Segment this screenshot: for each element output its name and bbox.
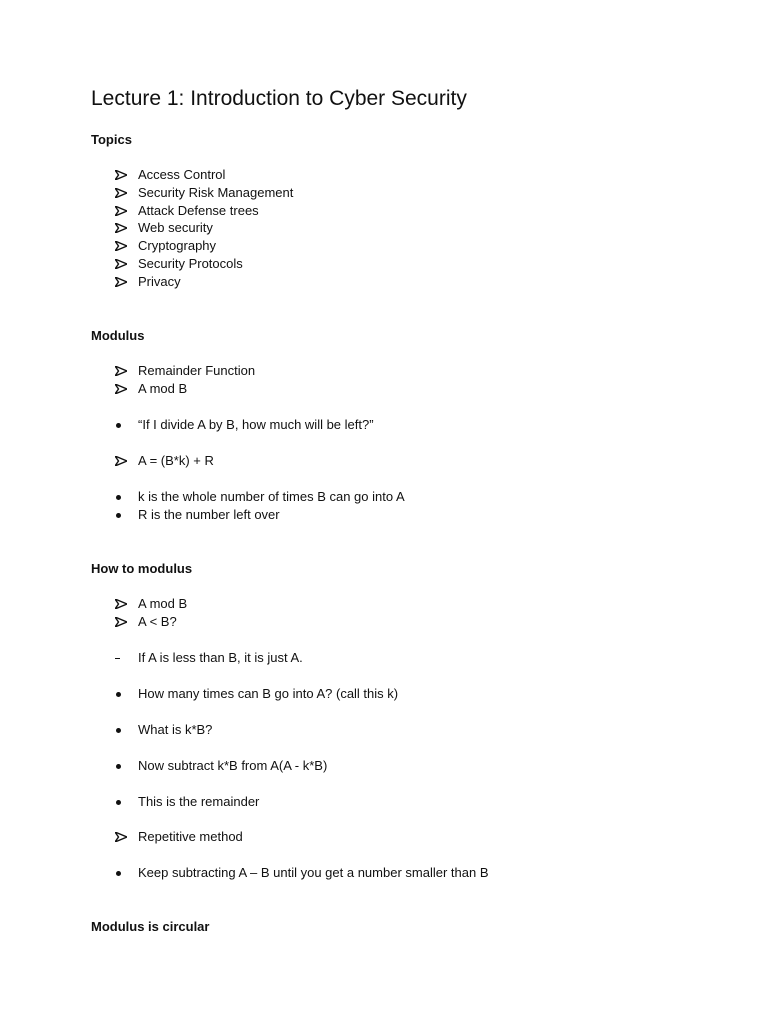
arrow-bullet-icon <box>114 595 134 613</box>
arrow-bullet-icon <box>114 219 134 237</box>
list-item-text: This is the remainder <box>138 794 260 809</box>
list-item-text: A < B? <box>138 614 177 629</box>
list-item-text: Cryptography <box>138 238 217 253</box>
list-item-text: k is the whole number of times B can go into A <box>138 489 405 504</box>
dot-bullet-icon <box>114 757 134 775</box>
dot-bullet-icon <box>114 721 134 739</box>
arrow-bullet-icon <box>114 166 134 184</box>
list-item-text: Repetitive method <box>138 829 243 844</box>
arrow-bullet-icon <box>114 828 134 846</box>
list-item-text: “If I divide A by B, how much will be left?” <box>138 417 374 432</box>
dot-bullet-icon <box>114 685 134 703</box>
dot-bullet-icon <box>114 864 134 882</box>
dot-bullet-icon <box>114 416 134 434</box>
list-item-text: If A is less than B, it is just A. <box>138 650 303 665</box>
section-heading-modulus-is-circular: Modulus is circular <box>91 919 210 934</box>
arrow-bullet-icon <box>114 362 134 380</box>
dot-bullet-icon <box>114 506 134 524</box>
list-item-text: Access Control <box>138 167 226 182</box>
section-heading-how-to-modulus: How to modulus <box>91 561 193 576</box>
list-item-text: A mod B <box>138 596 188 611</box>
arrow-bullet-icon <box>114 613 134 631</box>
arrow-bullet-icon <box>114 452 134 470</box>
arrow-bullet-icon <box>114 202 134 220</box>
arrow-bullet-icon <box>114 380 134 398</box>
list-item-text: Keep subtracting A – B until you get a number smaller than B <box>138 865 489 880</box>
list-item-text: Web security <box>138 220 213 235</box>
section-heading-topics: Topics <box>91 132 132 147</box>
list-item-text: A = (B*k) + R <box>138 453 214 468</box>
list-item-text: Now subtract k*B from A(A - k*B) <box>138 758 328 773</box>
dash-bullet-icon <box>114 649 134 667</box>
list-item-text: How many times can B go into A? (call this k) <box>138 686 399 701</box>
section-heading-modulus: Modulus <box>91 328 145 343</box>
arrow-bullet-icon <box>114 273 134 291</box>
list-item-text: Security Risk Management <box>138 185 294 200</box>
arrow-bullet-icon <box>114 255 134 273</box>
list-item-text: Remainder Function <box>138 363 256 378</box>
arrow-bullet-icon <box>114 237 134 255</box>
list-item-text: What is k*B? <box>138 722 213 737</box>
list-item-text: Security Protocols <box>138 256 243 271</box>
list-item-text: A mod B <box>138 381 188 396</box>
list-item-text: R is the number left over <box>138 507 280 522</box>
dot-bullet-icon <box>114 488 134 506</box>
list-item-text: Privacy <box>138 274 181 289</box>
list-item-text: Attack Defense trees <box>138 203 259 218</box>
page-title: Lecture 1: Introduction to Cyber Security <box>91 87 467 110</box>
dot-bullet-icon <box>114 793 134 811</box>
arrow-bullet-icon <box>114 184 134 202</box>
